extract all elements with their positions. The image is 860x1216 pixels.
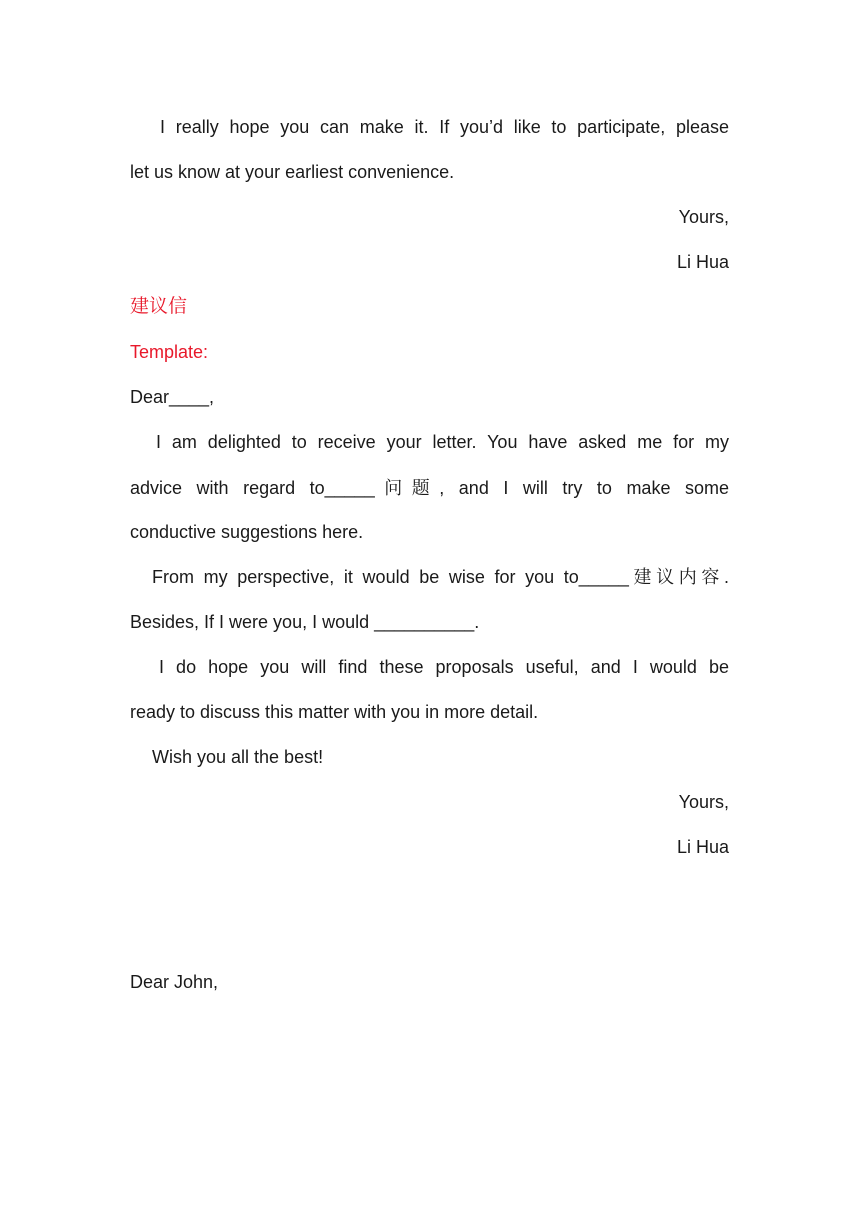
paragraph-1-line-3: conductive suggestions here. (130, 522, 364, 542)
sample-salutation: Dear John, (130, 972, 219, 992)
paragraph-3-line-1: I do hope you will find these proposals useful, and I would be (159, 657, 729, 677)
template-label: Template: (130, 342, 209, 362)
paragraph-2-line-2: Besides, If I were you, I would __________. (130, 612, 480, 632)
template-signature: Li Hua (676, 837, 729, 857)
paragraph-3-line-2: ready to discuss this matter with you in more detail. (130, 702, 539, 722)
paragraph-1-line-1: I am delighted to receive your letter. You have asked me for my (156, 432, 729, 452)
paragraph-1-line-2: advice with regard to_____问题, and I will try to make some (130, 478, 729, 498)
closing-paragraph-line-1: I really hope you can make it. If you’d like to participate, please (160, 117, 729, 137)
closing-paragraph-line-2: let us know at your earliest convenience. (130, 162, 455, 182)
template-sign-off: Yours, (678, 792, 729, 812)
closing-wish: Wish you all the best! (152, 747, 324, 767)
section-heading: 建议信 (130, 296, 188, 317)
template-salutation: Dear____, (130, 387, 215, 407)
paragraph-2-line-1: From my perspective, it would be wise for you to_____建议内容. (152, 567, 729, 587)
signature: Li Hua (676, 252, 729, 272)
sign-off: Yours, (678, 207, 729, 227)
